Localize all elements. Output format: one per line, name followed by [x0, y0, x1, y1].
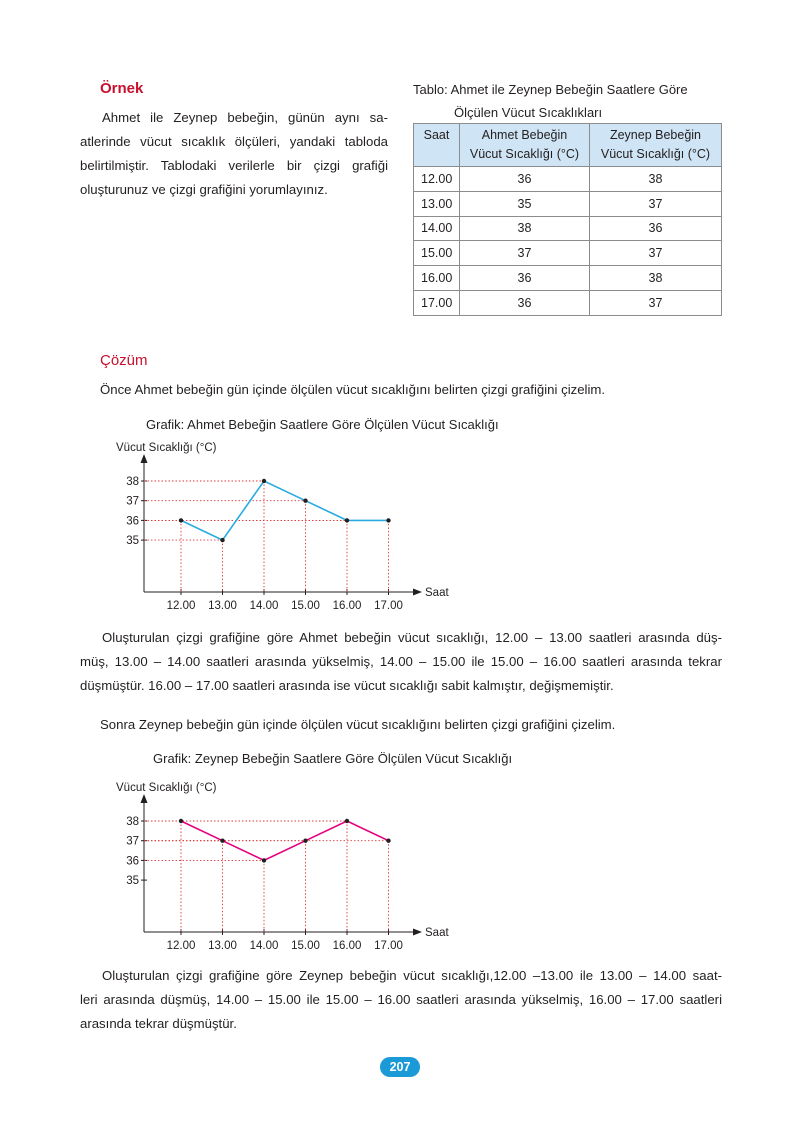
- cell-saat: 14.00: [414, 216, 460, 241]
- example-heading: Örnek: [100, 80, 144, 97]
- y-axis-label: Vücut Sıcaklığı (°C): [116, 442, 217, 454]
- x-tick-label: 15.00: [291, 600, 320, 612]
- chart1-title: Grafik: Ahmet Bebeğin Saatlere Göre Ölçülen Vücut Sıcaklığı: [146, 417, 499, 432]
- x-axis-label: Saat: [425, 927, 449, 939]
- data-point: [262, 479, 266, 483]
- x-tick-label: 16.00: [332, 940, 362, 952]
- x-axis-arrow: [413, 929, 422, 936]
- y-tick-label: 37: [126, 835, 139, 848]
- y-tick-label: 36: [126, 855, 139, 868]
- page-number-badge: 207: [380, 1057, 420, 1077]
- table-caption-line1: Tablo: Ahmet ile Zeynep Bebeğin Saatlere Göre: [413, 82, 688, 97]
- cell-zeynep: 37: [590, 290, 722, 315]
- cell-ahmet: 38: [460, 216, 590, 241]
- data-point: [262, 858, 266, 862]
- table-row: [414, 266, 722, 291]
- zeynep-commentary: [80, 964, 722, 1036]
- cell-ahmet: 35: [460, 191, 590, 216]
- commentary-line: leri arasında düşmüş, 14.00 – 15.00 ile 15.00 – 16.00 saatleri arasında yükselmiş, 16.00 – 17.00 saatleri: [80, 992, 722, 1007]
- x-axis-arrow: [413, 589, 422, 596]
- x-tick-label: 12.00: [166, 940, 196, 952]
- ahmet-commentary: [80, 626, 722, 698]
- example-line: Ahmet ile Zeynep bebeğin, günün aynı sa-: [102, 110, 388, 125]
- cell-ahmet: 36: [460, 266, 590, 291]
- commentary-line: müş, 13.00 – 14.00 saatleri arasında yükselmiş, 14.00 – 15.00 ile 15.00 – 16.00 saatleri arasında tekrar: [80, 654, 722, 669]
- chart2-title: Grafik: Zeynep Bebeğin Saatlere Göre Ölçülen Vücut Sıcaklığı: [153, 751, 513, 766]
- data-point: [179, 819, 183, 823]
- table-header-row: [414, 124, 722, 167]
- table-row: [414, 167, 722, 192]
- header-zeynep-line1: Zeynep Bebeğin: [609, 128, 702, 142]
- x-tick-label: 14.00: [249, 600, 279, 612]
- data-point: [303, 839, 307, 843]
- cell-zeynep: 37: [590, 191, 722, 216]
- x-tick-label: 14.00: [249, 940, 279, 952]
- header-zeynep: [590, 124, 722, 167]
- y-tick-label: 38: [126, 476, 139, 488]
- header-ahmet-line1: Ahmet Bebeğin: [481, 128, 568, 142]
- cell-zeynep: 38: [590, 266, 722, 291]
- data-point: [220, 538, 224, 542]
- cell-saat: 17.00: [414, 290, 460, 315]
- commentary-line: düşmüştür. 16.00 – 17.00 saatleri arasında ise vücut sıcaklığı sabit kalmıştır, değişmemiştir.: [80, 678, 614, 693]
- header-zeynep-line2: Vücut Sıcaklığı (°C): [600, 147, 711, 161]
- commentary-line: arasında tekrar düşmüştür.: [80, 1016, 237, 1031]
- x-tick-label: 17.00: [374, 600, 403, 612]
- commentary-line: Oluşturulan çizgi grafiğine göre Zeynep bebeğin vücut sıcaklığı,12.00 –13.00 ile 13.00 – 14.00 saat-: [102, 968, 722, 983]
- zeynep-intro: Sonra Zeynep bebeğin gün içinde ölçülen vücut sıcaklığını belirten çizgi grafiğini çizelim.: [100, 717, 616, 732]
- cell-zeynep: 38: [590, 167, 722, 192]
- cell-saat: 12.00: [414, 167, 460, 192]
- cell-ahmet: 36: [460, 290, 590, 315]
- series-line: [181, 481, 389, 540]
- temperature-table: [413, 123, 722, 316]
- solution-heading: Çözüm: [100, 352, 148, 369]
- cell-saat: 16.00: [414, 266, 460, 291]
- x-axis-label: Saat: [425, 587, 449, 599]
- example-line: atlerinde vücut sıcaklık ölçüleri, yandaki tabloda: [80, 134, 388, 149]
- x-tick-label: 15.00: [291, 940, 320, 952]
- cell-zeynep: 37: [590, 241, 722, 266]
- data-point: [345, 518, 349, 522]
- data-point: [303, 499, 307, 503]
- data-point: [386, 839, 390, 843]
- y-axis-label: Vücut Sıcaklığı (°C): [116, 782, 217, 794]
- y-tick-label: 38: [126, 816, 139, 828]
- header-ahmet-line2: Vücut Sıcaklığı (°C): [469, 147, 580, 161]
- solution-intro: Önce Ahmet bebeğin gün içinde ölçülen vücut sıcaklığını belirten çizgi grafiğini çizelim.: [100, 382, 606, 397]
- y-tick-label: 37: [126, 495, 139, 508]
- y-tick-label: 35: [126, 875, 139, 888]
- data-point: [345, 819, 349, 823]
- data-point: [386, 518, 390, 522]
- x-tick-label: 13.00: [208, 940, 237, 952]
- x-tick-label: 13.00: [208, 600, 237, 612]
- table-row: [414, 241, 722, 266]
- cell-ahmet: 36: [460, 167, 590, 192]
- zeynep-line-chart: [0, 770, 800, 960]
- table-row: [414, 216, 722, 241]
- example-line: belirtilmiştir. Tablodaki verilerle bir çizgi grafiği: [80, 158, 388, 173]
- y-axis-arrow: [141, 794, 148, 803]
- x-tick-label: 17.00: [374, 940, 403, 952]
- data-point: [220, 839, 224, 843]
- header-ahmet: [460, 124, 590, 167]
- example-text: [80, 106, 388, 202]
- example-line: oluşturunuz ve çizgi grafiğini yorumlayınız.: [80, 182, 328, 197]
- ahmet-line-chart: [0, 430, 800, 620]
- cell-saat: 13.00: [414, 191, 460, 216]
- data-point: [179, 518, 183, 522]
- y-tick-label: 36: [126, 515, 139, 528]
- x-tick-label: 12.00: [166, 600, 196, 612]
- table-row: [414, 191, 722, 216]
- cell-ahmet: 37: [460, 241, 590, 266]
- table-row: [414, 290, 722, 315]
- commentary-line: Oluşturulan çizgi grafiğine göre Ahmet bebeğin vücut sıcaklığı, 12.00 – 13.00 saatleri arasında düş-: [102, 630, 722, 645]
- table-caption-line2: Ölçülen Vücut Sıcaklıkları: [454, 105, 603, 120]
- y-tick-label: 35: [126, 535, 139, 548]
- cell-zeynep: 36: [590, 216, 722, 241]
- cell-saat: 15.00: [414, 241, 460, 266]
- y-axis-arrow: [141, 454, 148, 463]
- x-tick-label: 16.00: [332, 600, 362, 612]
- header-saat: Saat: [414, 124, 460, 167]
